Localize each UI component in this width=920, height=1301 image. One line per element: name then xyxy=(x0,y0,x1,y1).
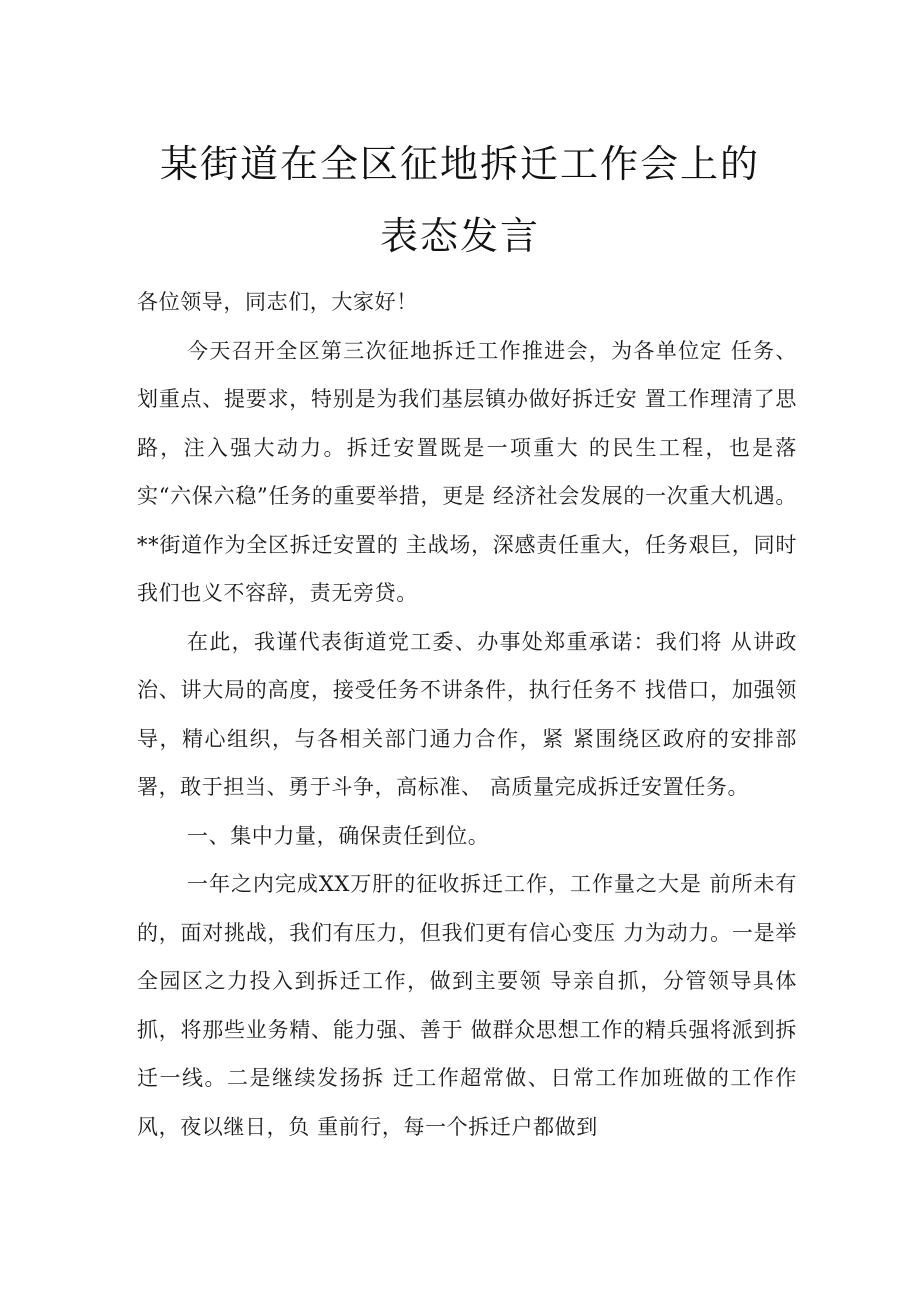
section-heading-1: 一、集中力量，确保责任到位。 xyxy=(187,823,490,848)
paragraph-section-1: 一年之内完成XX万肝的征收拆迁工作，工作量之大是 前所未有的，面对挑战，我们有压力，但我们更有信心变压 力为动力。一是举全园区之力投入到拆迁工作，做到主要领 导亲自抓，分管领导具体抓，将那些业务精、能力强、善于 做群众思想工作的精兵强将派到拆迁一线。二是继续发扬拆 迁工作超常做、日常工作加班做的工作作风，夜以继日，负 重前行，每一个拆迁户都做到 xyxy=(137,872,797,1139)
document-body xyxy=(137,278,797,1151)
paragraph-opening: 今天召开全区第三次征地拆迁工作推进会，为各单位定 任务、划重点、提要求，特别是为我们基层镇办做好拆迁安 置工作理清了思路，注入强大动力。拆迁安置既是一项重大 的民生工程，也是落实“六保六稳”任务的重要举措，更是 经济社会发展的一次重大机遇。**街道作为全区拆迁安置的 主战场，深感责任重大，任务艰巨，同时我们也义不容辞，责无旁贷。 xyxy=(137,338,797,605)
document-title-line-1: 某街道在全区征地拆迁工作会上的 xyxy=(159,142,760,186)
document-title-line-2: 表态发言 xyxy=(379,214,540,258)
paragraph-commitment: 在此，我谨代表街道党工委、办事处郑重承诺：我们将 从讲政治、讲大局的高度，接受任务不讲条件，执行任务不 找借口，加强领导，精心组织，与各相关部门通力合作，紧 紧围绕区政府的安排部署，敢于担当、勇于斗争，高标准、 高质量完成拆迁安置任务。 xyxy=(137,629,797,799)
greeting: 各位领导，同志们，大家好！ xyxy=(137,290,418,314)
